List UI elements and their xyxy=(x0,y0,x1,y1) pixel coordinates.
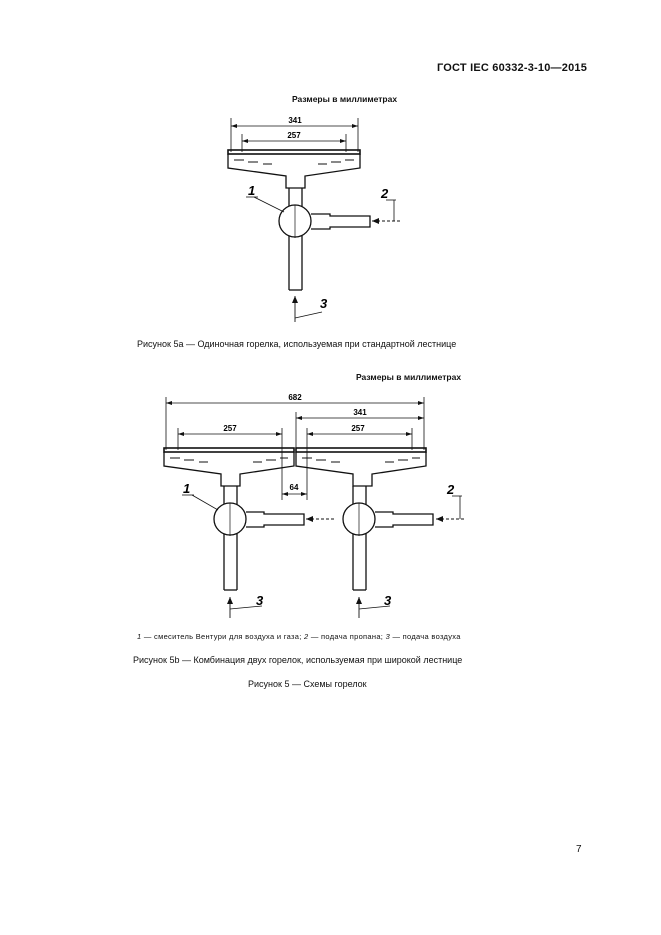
legend-key-2: 2 xyxy=(303,632,309,641)
legend-text-2: — подача пропана; xyxy=(310,632,384,641)
caption-figure-5a: Рисунок 5а — Одиночная горелка, используемая при стандартной лестнице xyxy=(137,339,457,349)
page-number: 7 xyxy=(576,844,582,855)
caption-figure-5: Рисунок 5 — Схемы горелок xyxy=(248,679,367,689)
dimensions-note-a: Размеры в миллиметрах xyxy=(292,94,398,104)
dimensions-note-b: Размеры в миллиметрах xyxy=(356,372,462,382)
label-1-b: 1 xyxy=(183,481,191,496)
dim-64-b: 64 xyxy=(289,483,299,492)
dim-257-a: 257 xyxy=(287,131,301,140)
figure-legend xyxy=(137,632,461,641)
label-2-b: 2 xyxy=(447,482,455,497)
label-3-a: 3 xyxy=(320,296,328,311)
legend-key-1: 1 xyxy=(137,632,142,641)
label-3-b-right: 3 xyxy=(384,593,392,608)
label-3-b-left: 3 xyxy=(256,593,264,608)
dim-682-b: 682 xyxy=(288,393,302,402)
legend-text-3: — подача воздуха xyxy=(392,632,461,641)
caption-figure-5b: Рисунок 5b — Комбинация двух горелок, используемая при широкой лестнице xyxy=(133,655,463,665)
dim-257-b-left: 257 xyxy=(223,424,237,433)
label-1-a: 1 xyxy=(248,183,256,198)
label-2-a: 2 xyxy=(381,186,389,201)
standard-header: ГОСТ IEC 60332-3-10—2015 xyxy=(437,62,588,74)
legend-text-1: — смеситель Вентури для воздуха и газа; xyxy=(143,632,302,641)
dim-341-b: 341 xyxy=(353,408,367,417)
dim-257-b-right: 257 xyxy=(351,424,365,433)
legend-key-3: 3 xyxy=(385,632,391,641)
dim-341-a: 341 xyxy=(288,116,302,125)
